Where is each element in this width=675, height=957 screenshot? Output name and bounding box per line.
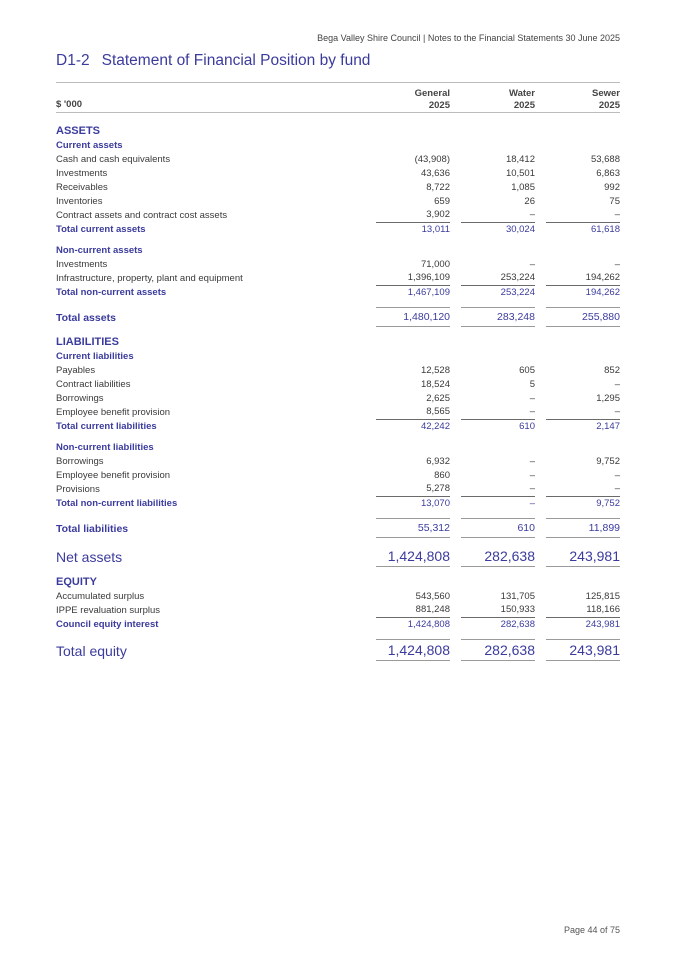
net-assets-row: Net assets 1,424,808 282,638 243,981 — [56, 548, 620, 565]
subheading-non-current-liabilities: Non-current liabilities — [56, 442, 154, 453]
total-row-non-current-assets: Total non-current assets 1,467,109 253,224 194,262 — [56, 287, 620, 298]
table-row: Borrowings 6,932 – 9,752 — [56, 456, 620, 467]
total-row-liabilities: Total liabilities 55,312 610 11,899 — [56, 518, 620, 538]
total-row-current-liabilities: Total current liabilities 42,242 610 2,147 — [56, 421, 620, 432]
table-row: Employee benefit provision 8,565 – – — [56, 406, 620, 418]
section-heading-assets: ASSETS — [56, 125, 101, 137]
unit-label: $ '000 — [56, 99, 83, 110]
table-row: Investments 43,636 10,501 6,863 — [56, 168, 620, 179]
total-row-non-current-liabilities: Total non-current liabilities 13,070 – 9,752 — [56, 498, 620, 509]
total-row-assets: Total assets 1,480,120 283,248 255,880 — [56, 307, 620, 327]
section-heading-equity: EQUITY — [56, 576, 97, 588]
column-header-row — [56, 83, 620, 113]
table-row: Borrowings 2,625 – 1,295 — [56, 393, 620, 404]
table-row: Employee benefit provision 860 – – — [56, 470, 620, 481]
table-row: Payables 12,528 605 852 — [56, 365, 620, 376]
subheading-current-liabilities: Current liabilities — [56, 351, 134, 362]
section-number: D1-2 — [56, 52, 90, 69]
table-row: Provisions 5,278 – – — [56, 483, 620, 495]
table-row: IPPE revaluation surplus 881,248 150,933 118,166 — [56, 604, 620, 616]
subtotal-row-council-equity-interest: Council equity interest 1,424,808 282,638 243,981 — [56, 619, 620, 630]
financial-position-table — [56, 82, 620, 661]
total-row-current-assets: Total current assets 13,011 30,024 61,618 — [56, 224, 620, 235]
table-row: Investments 71,000 – – — [56, 259, 620, 270]
page-title — [56, 52, 370, 70]
running-header: Bega Valley Shire Council | Notes to the Financial Statements 30 June 2025 — [317, 33, 620, 43]
page-number: Page 44 of 75 — [563, 925, 620, 935]
subheading-current-assets: Current assets — [56, 140, 123, 151]
table-row: Infrastructure, property, plant and equipment 1,396,109 253,224 194,262 — [56, 272, 620, 284]
column-water: Water 2025 — [508, 88, 535, 111]
table-row: Contract liabilities 18,524 5 – — [56, 379, 620, 390]
table-row: Accumulated surplus 543,560 131,705 125,815 — [56, 591, 620, 602]
table-row: Contract assets and contract cost assets 3,902 – – — [56, 209, 620, 221]
section-heading-liabilities: LIABILITIES — [56, 336, 119, 348]
total-equity-row: Total equity 1,424,808 282,638 243,981 — [56, 639, 620, 661]
column-sewer: Sewer 2025 — [592, 88, 620, 111]
section-title: Statement of Financial Position by fund — [101, 52, 371, 69]
table-row: Inventories 659 26 75 — [56, 196, 620, 207]
table-row: Receivables 8,722 1,085 992 — [56, 182, 620, 193]
table-row: Cash and cash equivalents (43,908) 18,412 53,688 — [56, 154, 620, 165]
subheading-non-current-assets: Non-current assets — [56, 245, 143, 256]
column-general: General 2025 — [414, 88, 450, 111]
